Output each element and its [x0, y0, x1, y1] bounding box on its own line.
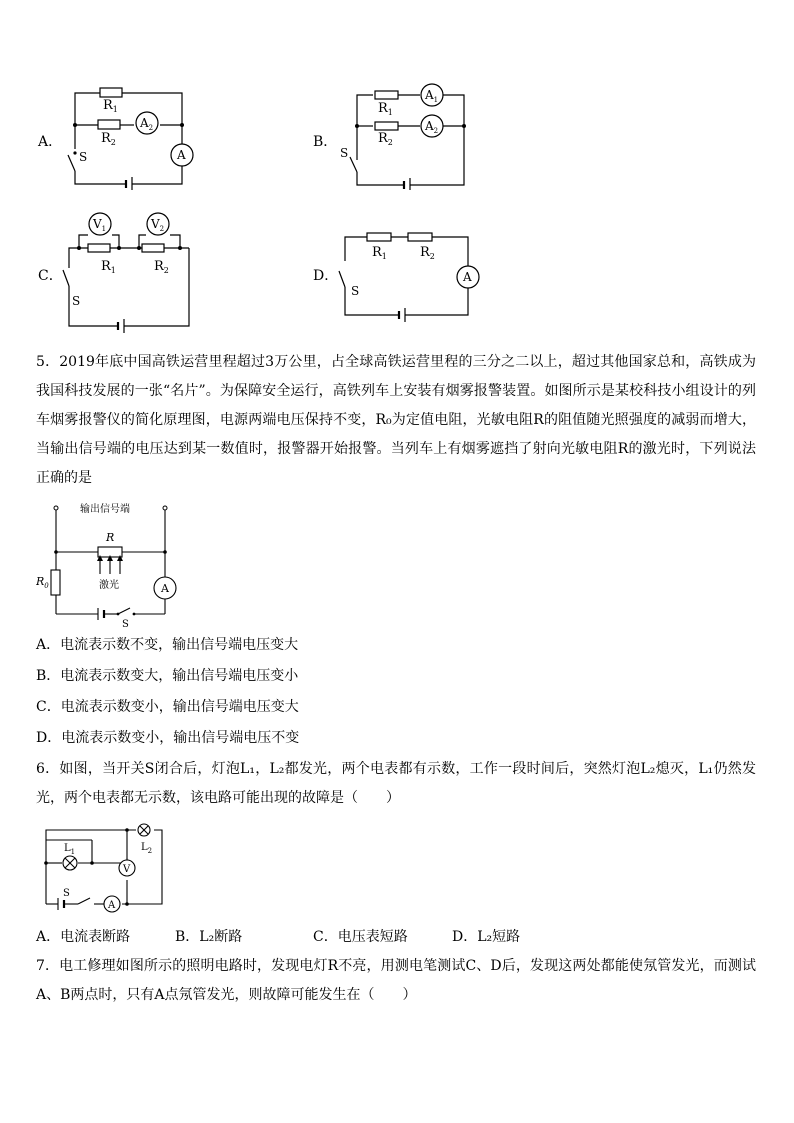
q6-option-c[interactable]: C．电压表短路	[313, 929, 408, 945]
q5-option-d[interactable]: D．电流表示数变小，输出信号端电压不变	[36, 730, 300, 746]
r2-label: $R_2$	[420, 245, 435, 261]
r0-label: $R_0$	[36, 575, 49, 590]
option-label-b: B．	[313, 134, 338, 150]
smoke-alarm-circuit-diagram	[36, 500, 186, 630]
circuit-diagram-b	[340, 80, 470, 190]
r2-label: $R_2$	[101, 131, 116, 147]
r1-label: $R_1$	[103, 98, 118, 114]
ammeter-label: A	[161, 582, 169, 595]
ammeter-a1-label: $A_1$	[425, 88, 439, 104]
switch-label: S	[122, 619, 129, 630]
switch-label: S	[63, 888, 70, 899]
option-label-a: A．	[38, 134, 63, 150]
r2-label: $R_2$	[154, 259, 169, 275]
lamp-circuit-diagram	[36, 818, 171, 918]
q5-option-c[interactable]: C．电流表示数变小，输出信号端电压变大	[36, 699, 299, 715]
ammeter-label: A	[108, 900, 116, 911]
circuit-diagram-a	[60, 85, 200, 190]
ammeter-label: A	[177, 148, 186, 162]
r1-label: $R_1$	[372, 245, 387, 261]
r2-label: $R_2$	[378, 131, 393, 147]
switch-label: S	[79, 150, 88, 164]
voltmeter-v2-label: $V_2$	[151, 217, 165, 233]
question-7-text: 7．电工修理如图所示的照明电路时，发现电灯R不亮，用测电笔测试C、D后，发现这两处都能使氖管发光，而测试A、B两点时，只有A点氖管发光，则故障可能发生在（ ）	[36, 958, 756, 1003]
question-6-text: 6．如图，当开关S闭合后，灯泡L₁，L₂都发光，两个电表都有示数，工作一段时间后，突然灯泡L₂熄灭，L₁仍然发光，两个电表都无示数，该电路可能出现的故障是（ ）	[36, 761, 756, 806]
q6-option-d[interactable]: D．L₂短路	[452, 929, 521, 945]
r1-label: $R_1$	[101, 259, 116, 275]
circuit-diagram-d	[335, 225, 485, 325]
q6-option-a[interactable]: A．电流表断路	[36, 929, 131, 945]
photoresistor-label: R	[106, 531, 115, 544]
laser-label: 激光	[99, 580, 119, 591]
q6-option-b[interactable]: B．L₂断路	[175, 929, 243, 945]
voltmeter-v1-label: $V_1$	[93, 217, 107, 233]
l2-label: $L_2$	[141, 842, 153, 855]
switch-label: S	[72, 294, 81, 308]
circuit-diagram-c	[60, 208, 200, 333]
q5-option-a[interactable]: A．电流表示数不变，输出信号端电压变大	[36, 637, 299, 653]
ammeter-a2-label: $A_2$	[140, 116, 154, 132]
r1-label: $R_1$	[378, 101, 393, 117]
l1-label: $L_1$	[64, 843, 76, 856]
option-label-c: C．	[38, 268, 63, 284]
ammeter-label: A	[463, 270, 472, 284]
question-5-text: 5．2019年底中国高铁运营里程超过3万公里，占全球高铁运营里程的三分之二以上，超过其他国家总和，高铁成为我国科技发展的一张“名片”。为保障安全运行，高铁列车上安装有烟雾报警装置。如图所示是某校科技小组设计的列车烟雾报警仪的简化原理图，电源两端电压保持不变，R₀为定值电阻，光敏电阻R的阻值随光照强度的减弱而增大，当输出信号端的电压达到某一数值时，报警器开始报警。当列车上有烟雾遮挡了射向光敏电阻R的激光时，下列说法正确的是	[36, 354, 756, 486]
option-label-d: D．	[313, 268, 339, 284]
switch-label: S	[340, 146, 349, 160]
q5-option-b[interactable]: B．电流表示数变大，输出信号端电压变小	[36, 668, 299, 684]
ammeter-a2-label: $A_2$	[425, 119, 439, 135]
signal-output-label: 输出信号端	[80, 504, 130, 515]
switch-label: S	[351, 284, 360, 298]
voltmeter-label: V	[123, 864, 131, 875]
